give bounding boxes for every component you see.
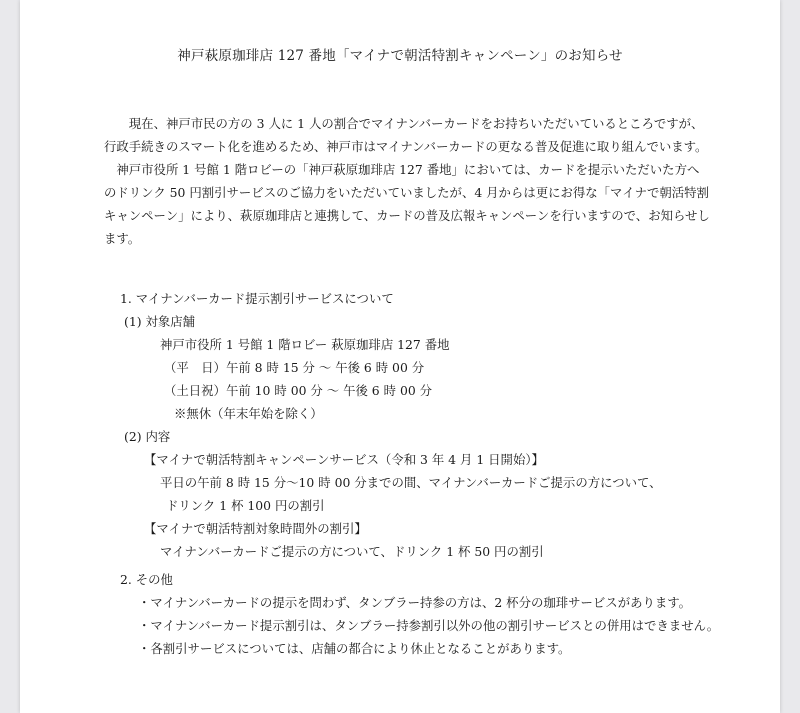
other-discount-detail: マイナンバーカードご提示の方について、ドリンク 1 杯 50 円の割引 (160, 544, 544, 559)
campaign-detail: 平日の午前 8 時 15 分～10 時 00 分までの間、マイナンバーカードご提示の方について、 (160, 475, 662, 490)
bullet-item: ・マイナンバーカードの提示を問わず、タンブラー持参の方は、2 杯分の珈琲サービスがあります。 (138, 595, 692, 610)
subsection-content-heading: (2) 内容 (124, 429, 171, 444)
section-2-bullets (138, 591, 719, 660)
intro-line: ます。 (104, 231, 141, 246)
other-discount-heading: 【マイナで朝活特割対象時間外の割引】 (144, 521, 367, 536)
section-2-heading: 2. その他 (120, 572, 173, 587)
intro-line: のドリンク 50 円割引サービスのご協力をいただいていましたが、4 月からは更にお得な「マイナで朝活特割 (104, 185, 709, 200)
document-page (20, 0, 780, 713)
intro-line: キャンペーン」により、萩原珈琲店と連携して、カードの普及広報キャンペーンを行いますので、お知らせし (104, 208, 710, 223)
subsection-store-heading: (1) 対象店舗 (124, 314, 196, 329)
intro-paragraph (104, 112, 724, 250)
weekend-hours: （土日祝）午前 10 時 00 分 ～ 午後 6 時 00 分 (164, 383, 433, 398)
intro-line: 現在、神戸市民の方の 3 人に 1 人の割合でマイナンバーカードをお持ちいただいているところですが、 (128, 116, 704, 131)
document-title: 神戸萩原珈琲店 127 番地「マイナで朝活特割キャンペーン」のお知らせ (177, 48, 623, 64)
campaign-detail: ドリンク 1 杯 100 円の割引 (166, 498, 325, 513)
section-1 (120, 287, 662, 563)
section-1-heading: 1. マイナンバーカード提示割引サービスについて (120, 291, 394, 306)
intro-line: 行政手続きのスマート化を進めるため、神戸市はマイナンバーカードの更なる普及促進に取り組んでいます。 (104, 139, 708, 154)
intro-line: 神戸市役所 1 号館 1 階ロビーの「神戸萩原珈琲店 127 番地」においては、カードを提示いただいた方へ (116, 162, 700, 177)
bullet-item: ・各割引サービスについては、店舗の都合により休止となることがあります。 (138, 641, 571, 656)
bullet-item: ・マイナンバーカード提示割引は、タンブラー持参割引以外の他の割引サービスとの併用はできません。 (138, 618, 720, 633)
holiday-note: ※無休（年末年始を除く） (174, 406, 323, 421)
campaign-heading: 【マイナで朝活特割キャンペーンサービス（令和 3 年 4 月 1 日開始）】 (144, 452, 544, 467)
weekday-hours: （平 日）午前 8 時 15 分 ～ 午後 6 時 00 分 (164, 360, 425, 375)
store-location: 神戸市役所 1 号館 1 階ロビー 萩原珈琲店 127 番地 (160, 337, 450, 352)
